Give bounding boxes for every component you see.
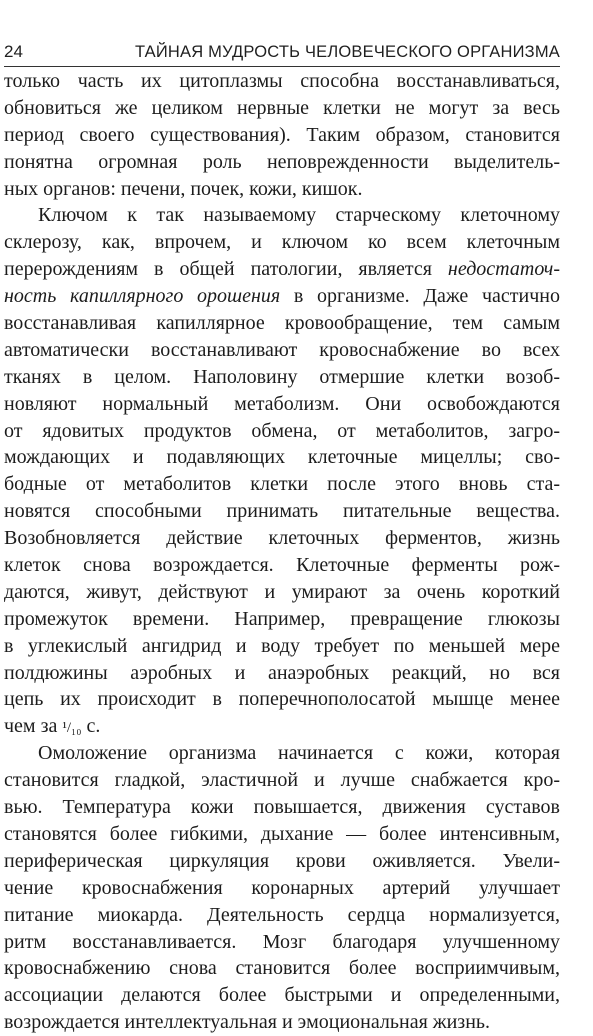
text-line: становится гладкой, эластичной и лучше снабжается кро- (4, 769, 560, 792)
body-text (4, 68, 560, 1036)
text-run: перерождениям в общей патологии, является (4, 258, 448, 281)
text-line: бодные от метаболитов клетки после этого вновь ста- (4, 473, 560, 496)
fraction: ¹/₁₀ (62, 720, 82, 737)
text-line: ритм восстанавливается. Мозг благодаря улучшенному (4, 930, 560, 953)
text-line: клеток снова возрождается. Клеточные ферменты рож- (4, 554, 560, 577)
italic-run: ность капиллярного орошения (4, 285, 281, 308)
text-line: возрождается интеллектуальная и эмоциональная жизнь. (4, 1011, 491, 1034)
text-line: Омоложение организма начинается с кожи, которая (38, 742, 560, 765)
text-line: склерозу, как, впрочем, и ключом ко всем клеточным (4, 231, 560, 254)
text-line (4, 713, 560, 740)
italic-run: недостаточ- (447, 258, 560, 281)
running-title: ТАЙНАЯ МУДРОСТЬ ЧЕЛОВЕЧЕСКОГО ОРГАНИЗМА (134, 43, 560, 61)
text-line: чение кровоснабжения коронарных артерий улучшает (4, 876, 560, 899)
text-line: ассоциации делаются более быстрыми и определенными, (4, 984, 560, 1007)
text-line: даются, живут, действуют и умирают за очень короткий (4, 580, 560, 603)
text-line: период своего существования). Таким образом, становится (4, 123, 560, 146)
text-line: ных органов: печени, почек, кожи, кишок. (4, 177, 363, 200)
text-line: Ключом к так называемому старческому клеточному (38, 204, 560, 227)
text-line: восстанавливая капиллярное кровообращение, тем самым (4, 312, 560, 335)
text-run: в организме. Даже частично (280, 285, 560, 308)
text-line: тканях в целом. Наполовину отмершие клетки возоб- (4, 365, 560, 388)
text-line: Возобновляется действие клеточных ферментов, жизнь (4, 527, 560, 550)
text-line: становятся более гибкими, дыхание — более интенсивным, (4, 822, 560, 845)
text-line: цепь их происходит в поперечнополосатой мышце менее (4, 688, 560, 711)
text-line: понятна огромная роль неповрежденности выделитель- (4, 150, 560, 173)
page-number: 24 (4, 42, 23, 61)
text-line: мождающих и подавляющих клеточные мицеллы; сво- (4, 446, 560, 469)
text-line: автоматически восстанавливают кровоснабжение во всех (4, 338, 560, 361)
text-run: с. (81, 715, 101, 738)
text-line: от ядовитых продуктов обмена, от метаболитов, загро- (4, 419, 560, 442)
text-line: питание миокарда. Деятельность сердца нормализуется, (4, 903, 560, 926)
text-line: промежуток времени. Например, превращение глюкозы (4, 607, 560, 630)
text-run: чем за (4, 715, 63, 738)
text-line: новляют нормальный метаболизм. Они освобождаются (4, 392, 560, 415)
text-line: кровоснабжению снова становится более восприимчивым, (4, 957, 560, 980)
text-line: периферическая циркуляция крови оживляется. Увели- (4, 849, 560, 872)
text-line: в углекислый ангидрид и воду требует по меньшей мере (4, 634, 560, 657)
text-line (4, 256, 560, 283)
text-line: обновиться же целиком нервные клетки не могут за весь (4, 96, 560, 119)
text-line: только часть их цитоплазмы способна восстанавливаться, (4, 70, 560, 92)
text-line: новятся способными принимать питательные вещества. (4, 500, 560, 523)
text-line: вью. Температура кожи повышается, движения суставов (4, 796, 560, 819)
running-header (4, 40, 560, 67)
text-line: полдюжины аэробных и анаэробных реакций, но вся (4, 661, 560, 684)
text-line (4, 283, 560, 310)
